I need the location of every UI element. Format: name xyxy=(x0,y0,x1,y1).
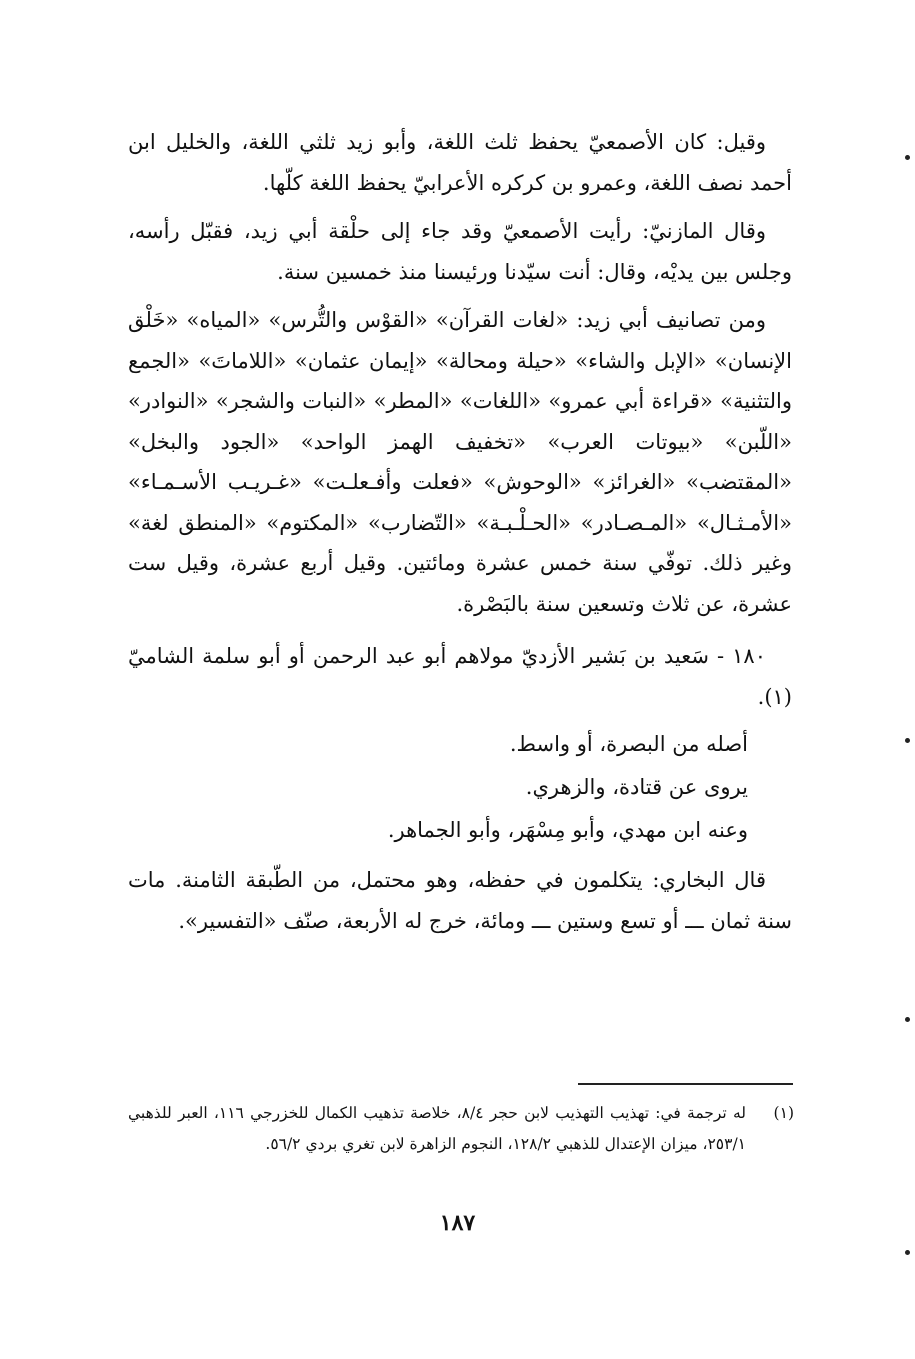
entry-line-students: وعنه ابن مهدي، وأبو مِسْهَر، وأبو الجماهر. xyxy=(387,818,748,842)
footnote xyxy=(128,1098,794,1160)
entry-closing: قال البخاري: يتكلمون في حفظه، وهو محتمل، من الطّبقة الثامنة. مات سنة ثمان ـــ أو تسع وستين ـــ ومائة، خرج له الأربعة، صنّف «التفسير». xyxy=(128,868,792,933)
paragraph-mazini: وقال المازنيّ: رأيت الأصمعيّ وقد جاء إلى حلْقة أبي زيد، فقبّل رأسه، وجلس بين يديْه، وقال: أنت سيّدنا ورئيسنا منذ خمسين سنة. xyxy=(128,219,792,284)
footnote-marker: (١) xyxy=(773,1104,794,1122)
page-number: ١٨٧ xyxy=(439,1210,476,1236)
footnote-divider xyxy=(578,1083,793,1085)
scan-speck xyxy=(905,738,910,743)
entry-line-origin: أصله من البصرة، أو واسط. xyxy=(509,732,748,756)
paragraph-works: ومن تصانيف أبي زيد: «لغات القرآن» «القوْس والتُّرس» «المياه» «خَلْق الإنسان» «الإبل والشاء» «حيلة ومحالة» «إيمان عثمان» «اللاماتَ» «الجمع والتثنية» «قراءة أبي عمرو» «اللغات» «المطر» «النبات والشجر» «النوادر» «اللّبن» «بيوتات العرب» «تخفيف الهمز الواحد» «الجود والبخل» «المقتضب» «الغرائز» «الوحوش» «فعلت وأفـعلـت» «غـريـب الأسـمـاء» «الأمـثـال» «المـصـادر» «الحـلْـبـة» «التّضارب» «المكتوم» «المنطق لغة» وغير ذلك. توفّي سنة خمس عشرة ومائتين. وقيل أربع عشرة، وقيل ست عشرة، عن ثلاث وتسعين سنة بالبَصْرة. xyxy=(128,308,792,616)
footnote-text: له ترجمة في: تهذيب التهذيب لابن حجر ٨/٤، خلاصة تذهيب الكمال للخزرجي ١١٦، العبر للذهبي ٢٥٣/١، ميزان الإعتدال للذهبي ١٢٨/٢، النجوم الزاهرة لابن تغري بردي ٥٦/٢. xyxy=(128,1104,746,1153)
entry-line-narrates: يروى عن قتادة، والزهري. xyxy=(525,775,748,799)
entry-heading xyxy=(128,636,792,717)
main-text xyxy=(128,122,792,941)
scan-speck xyxy=(905,155,910,160)
paragraph-memorization: وقيل: كان الأصمعيّ يحفظ ثلث اللغة، وأبو زيد ثلثي اللغة، والخليل ابن أحمد نصف اللغة، وعمرو بن كركره الأعرابيّ يحفظ اللغة كلّها. xyxy=(128,130,792,195)
scan-speck xyxy=(905,1250,910,1255)
scan-speck xyxy=(905,1017,910,1022)
entry-heading-text: ١٨٠ - سَعيد بن بَشير الأزديّ مولاهم أبو عبد الرحمن أو أبو سلمة الشاميّ xyxy=(128,644,766,668)
footnote-reference: (١). xyxy=(757,684,792,709)
